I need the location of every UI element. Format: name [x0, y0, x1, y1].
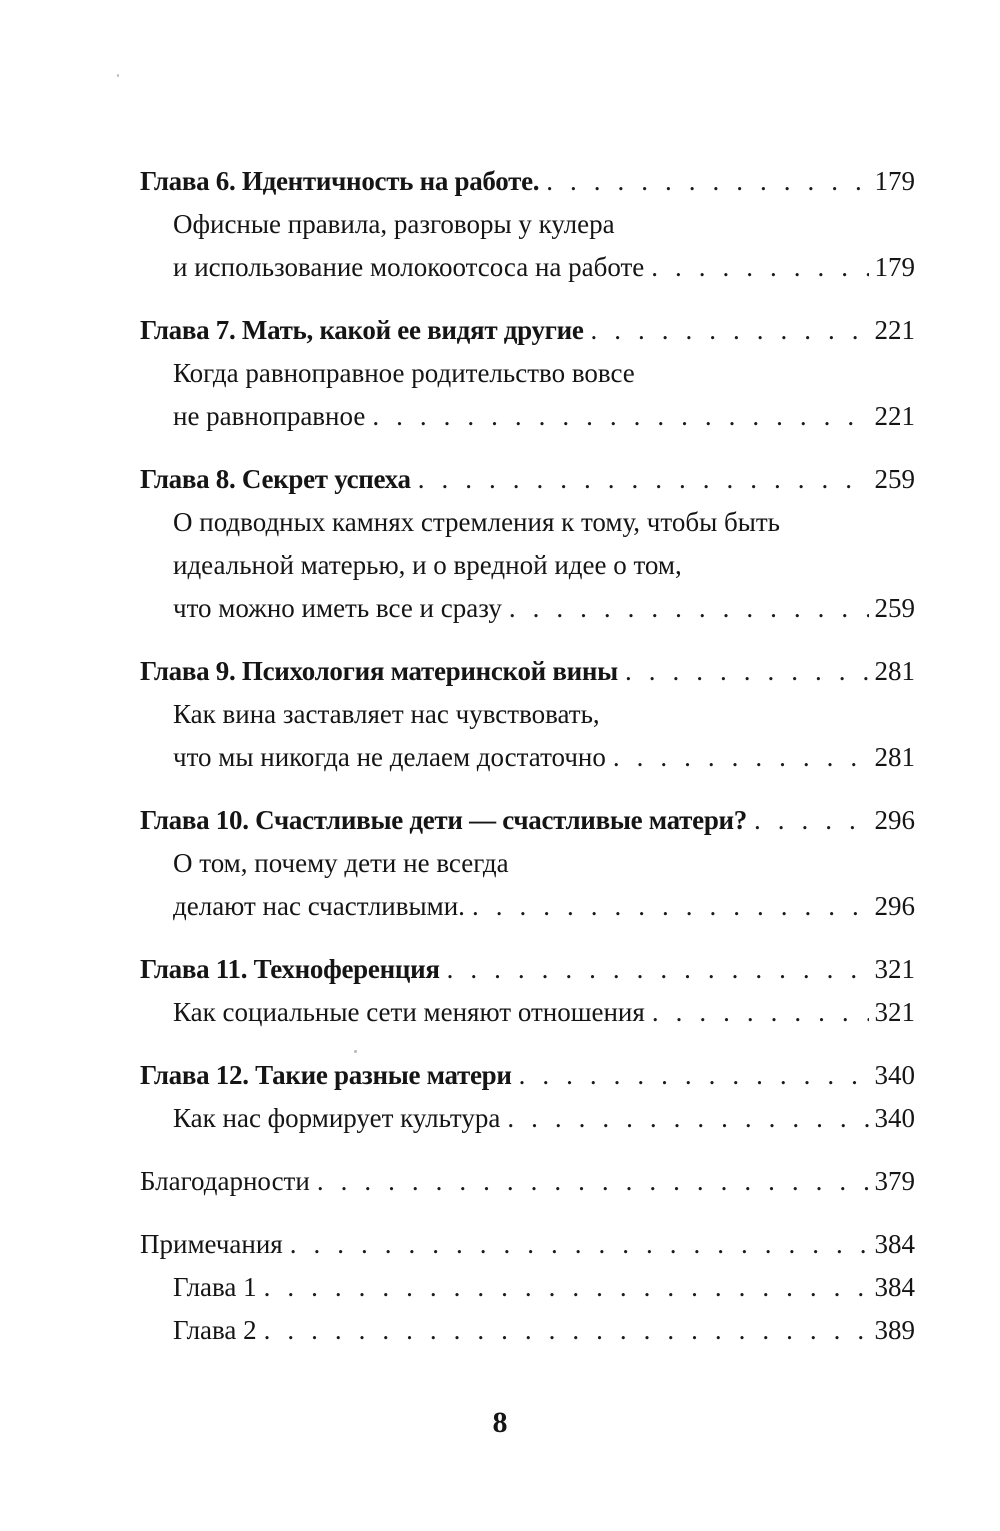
toc-page-number: 221	[874, 315, 915, 345]
toc-line	[140, 1097, 915, 1140]
toc-line-text: Глава 11. Техноференция	[140, 954, 440, 984]
dot-leader	[472, 885, 869, 928]
dot-leader	[264, 1266, 869, 1309]
toc-page-number: 389	[874, 1315, 915, 1345]
dot-leader	[591, 309, 869, 352]
toc-line-text: и использование молокоотсоса на работе	[173, 252, 645, 282]
toc-entry	[140, 650, 915, 779]
dot-leader	[447, 948, 869, 991]
toc-line	[140, 352, 915, 395]
toc-line	[140, 160, 915, 203]
toc-line-text: не равноправное	[173, 401, 366, 431]
toc-page-number: 259	[874, 464, 915, 494]
toc-line	[140, 1266, 915, 1309]
toc-entry	[140, 309, 915, 438]
toc-entry	[140, 948, 915, 1034]
toc-line	[140, 650, 915, 693]
toc-entry	[140, 458, 915, 630]
dot-leader	[509, 587, 869, 630]
toc-line-text: Глава 8. Секрет успеха	[140, 464, 411, 494]
toc-page-number: 221	[874, 401, 915, 431]
toc-page-number: 379	[874, 1166, 915, 1196]
dot-leader	[625, 650, 869, 693]
toc-line	[140, 395, 915, 438]
toc-page-number: 179	[874, 166, 915, 196]
toc-line-text: Как вина заставляет нас чувствовать,	[173, 699, 600, 729]
toc-page-number: 321	[874, 997, 915, 1027]
dot-leader	[613, 736, 869, 779]
toc-line	[140, 693, 915, 736]
toc-line-text: Глава 1	[173, 1272, 257, 1302]
toc-line-text: Глава 7. Мать, какой ее видят другие	[140, 315, 584, 345]
toc-line-text: Как нас формирует культура	[173, 1103, 501, 1133]
toc-page-number: 384	[874, 1272, 915, 1302]
toc-page-number: 259	[874, 593, 915, 623]
folio-number: 8	[492, 1406, 508, 1439]
dot-leader	[652, 991, 869, 1034]
scan-speck	[117, 74, 119, 77]
toc-page-number: 384	[874, 1229, 915, 1259]
dot-leader	[372, 395, 868, 438]
toc-line-text: Глава 12. Такие разные матери	[140, 1060, 512, 1090]
dot-leader	[418, 458, 869, 501]
toc-page-number: 281	[874, 656, 915, 686]
toc-line-text: Примечания	[140, 1229, 283, 1259]
toc-page-number: 321	[874, 954, 915, 984]
toc-page-number: 296	[874, 891, 915, 921]
toc-entry	[140, 799, 915, 928]
toc-line	[140, 948, 915, 991]
toc-line	[140, 885, 915, 928]
toc-line-text: Глава 2	[173, 1315, 257, 1345]
toc-line	[140, 309, 915, 352]
toc-page-number: 179	[874, 252, 915, 282]
page-footer	[0, 1406, 1000, 1440]
toc-line	[140, 587, 915, 630]
dot-leader	[507, 1097, 868, 1140]
toc-line	[140, 1309, 915, 1352]
toc-entry	[140, 1223, 915, 1352]
toc-line-text: Глава 10. Счастливые дети — счастливые матери?	[140, 805, 747, 835]
table-of-contents	[140, 160, 915, 1372]
toc-line	[140, 501, 915, 544]
toc-line	[140, 1160, 915, 1203]
toc-line-text: что мы никогда не делаем достаточно	[173, 742, 606, 772]
dot-leader	[290, 1223, 869, 1266]
toc-line	[140, 799, 915, 842]
toc-line-text: Офисные правила, разговоры у кулера	[173, 209, 615, 239]
toc-entry	[140, 1160, 915, 1203]
toc-page-number: 281	[874, 742, 915, 772]
toc-line	[140, 842, 915, 885]
toc-line-text: О том, почему дети не всегда	[173, 848, 509, 878]
toc-line	[140, 203, 915, 246]
toc-line-text: Благодарности	[140, 1166, 310, 1196]
toc-page-number: 340	[874, 1103, 915, 1133]
toc-line-text: О подводных камнях стремления к тому, чтобы быть	[173, 507, 780, 537]
toc-line	[140, 1223, 915, 1266]
toc-line-text: что можно иметь все и сразу	[173, 593, 502, 623]
toc-line-text: Когда равноправное родительство вовсе	[173, 358, 635, 388]
toc-line-text: идеальной матерью, и о вредной идее о том,	[173, 550, 682, 580]
toc-line-text: Глава 6. Идентичность на работе.	[140, 166, 540, 196]
toc-entry	[140, 160, 915, 289]
toc-line	[140, 246, 915, 289]
toc-page-number: 296	[874, 805, 915, 835]
toc-line	[140, 544, 915, 587]
toc-line-text: Глава 9. Психология материнской вины	[140, 656, 618, 686]
toc-line	[140, 736, 915, 779]
dot-leader	[546, 160, 868, 203]
dot-leader	[754, 799, 869, 842]
dot-leader	[519, 1054, 869, 1097]
toc-line	[140, 1054, 915, 1097]
dot-leader	[651, 246, 868, 289]
dot-leader	[317, 1160, 869, 1203]
dot-leader	[264, 1309, 869, 1352]
toc-line	[140, 458, 915, 501]
toc-line-text: делают нас счастливыми.	[173, 891, 465, 921]
toc-line	[140, 991, 915, 1034]
toc-entry	[140, 1054, 915, 1140]
toc-page-number: 340	[874, 1060, 915, 1090]
toc-line-text: Как социальные сети меняют отношения	[173, 997, 645, 1027]
